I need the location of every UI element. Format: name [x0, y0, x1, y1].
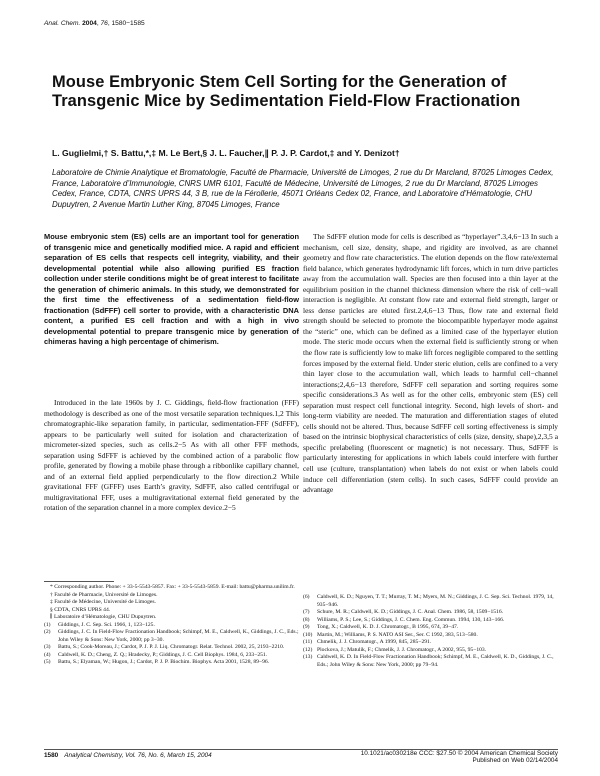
- reference-item: (13) Caldwell, K. D. In Field-Flow Fractionation Handbook; Schimpf, M. E., Caldwell, K. D., Giddings, J. C., Eds.; John Wiley & Sons: New York, 2000; pp 79−94.: [303, 654, 554, 668]
- reference-item: (12) Plockova, J.; Matulik, F.; Chmelik, J. J. Chromatogr., A 2002, 955, 95−103.: [303, 646, 487, 653]
- doi-copyright: 10.1021/ac030218e CCC: $27.50 © 2004 American Chemical Society: [360, 750, 558, 757]
- article-title: Mouse Embryonic Stem Cell Sorting for the Generation of Transgenic Mice by Sedimentation Field-Flow Fractionation: [52, 73, 521, 110]
- reference-item: (5) Battu, S.; Elyaman, W.; Hugon, J.; Cardot, P. J. P. Biochim. Biophys. Acta 2001, 1528, 89−96.: [44, 659, 270, 665]
- reference-item: (6) Caldwell, K. D.; Nguyen, T. T.; Murray, T. M.; Myers, M. N.; Giddings, J. C. Sep. Sci. Technol. 1979, 14, 935−946.: [303, 594, 554, 608]
- published-date: Published on Web 02/14/2004: [472, 757, 558, 765]
- right-column-text: [303, 232, 558, 496]
- author-list: L. Guglielmi,† S. Battu,*,‡ M. Le Bert,§ J. L. Faucher,∥ P. J. P. Cardot,‡ and Y. Denizot†: [52, 148, 400, 158]
- reference-item: (11) Chmelik, J. J. Chromatogr., A 1999, 845, 285−291.: [303, 639, 432, 645]
- footnotes-left: [44, 584, 299, 667]
- intro-paragraph: Introduced in the late 1960s by J. C. Giddings, field-flow fractionation (FFF) methodology is described as one of the most versatile separation techniques.1,2 This chromatographic-like separation family, in particular, sedimentation-FFF (SdFFF), appears to be particularly well suited for isolation and characterization of micrometer-sized species, such as cells.2−5 As with all other FFF methods, separation using SdFFF is achieved by the combined action of a parabolic flow profile, generated by flowing a mobile phase through a ribbonlike capillary channel, and of an external field applied perpendicularly to the flow direction.2 While gravitational FFF (GFFF) uses Earth’s gravity, SdFFF, also called centrifugal or multigravitational FFF, uses a multigravitational external field generated by the rotation of the separation channel in a more complex device.2−5: [44, 398, 299, 513]
- footer-citation: Analytical Chemistry, Vol. 76, No. 6, March 15, 2004: [64, 752, 212, 759]
- reference-item: (1) Giddings, J. C. Sep. Sci. 1966, 1, 123−125.: [44, 621, 155, 628]
- corresponding-author-note: * Corresponding author. Phone: + 33-5-5543-5857. Fax: + 33-5-5543-5859. E-mail: battu@pharma.unilim.fr.: [50, 584, 295, 590]
- journal-pages: 1580−1585: [111, 20, 145, 27]
- journal-reference: Anal. Chem. 2004, 76, 1580−1585: [44, 20, 145, 27]
- affiliation-note: § CDTA, CNRS UPRS 44.: [50, 606, 111, 613]
- footnotes-right: [303, 594, 558, 669]
- reference-item: (7) Schure, M. R.; Caldwell, K. D.; Giddings, J. C. Anal. Chem. 1986, 58, 1509−1516.: [303, 609, 504, 615]
- reference-item: (9) Tong, X.; Caldwell, K. D. J. Chromatogr., B 1995, 674, 39−47.: [303, 624, 459, 630]
- affiliation-note: ∥ Laboratoire d’Hématologie, CHU Dupuytren.: [50, 614, 157, 620]
- reference-item: (4) Caldwell, K. D.; Cheng, Z. Q.; Hradecky, P.; Giddings, J. C. Cell Biophys. 1984, 6, 233−251.: [44, 651, 268, 658]
- reference-item: (3) Battu, S.; Cook-Moreau, J.; Cardot, P. J. P. J. Liq. Chromatogr. Relat. Technol. 2002, 25, 2193−2210.: [44, 644, 285, 650]
- reference-item: (8) Williams, P. S.; Lee, S.; Giddings, J. C. Chem. Eng. Commun. 1994, 130, 143−166.: [303, 616, 505, 623]
- right-paragraph: The SdFFF elution mode for cells is described as “hyperlayer”.3,4,6−13 In such a mechanism, cell size, density, shape, and rigidity are involved, as are channel geometry and flow rate characteristics. The elution depends on the flow rate/external field balance, which generates hydrodynamic lift forces, which in turn drive particles away from the accumulation wall. Species are then focused into a thin layer at the equilibrium position in the channel thickness dimension where the risk of cell−wall interaction is negligible. At constant flow rate and external field strength, larger or less dense particles are eluted first.2,4,6−13 Thus, flow rate and external field strength should be selected to promote the biocompatible hyperlayer mode against the “steric” one, which can be defined as a limited case of the hyperlayer elution mode. The steric mode occurs when the external field is sufficiently strong or when the flow rate is sufficiently low to make lift forces negligible compared to the settling forces imposed by the external field. Under steric elution, cells are confined to a very thin layer close to the accumulation wall, which leads to harmful cell−channel interactions;2,4,6−13 therefore, SdFFF cell separation and sorting requires some specific considerations.3 As well as for the other cells, embryonic stem (ES) cell separation must respect cell functional integrity. Second, high levels of short- and long-term viability are needed. The maturation and differentiation stages of eluted cells should not be altered. Thus, because SdFFF cell sorting effectiveness is simply based on the intrinsic biophysical characteristics of cells (size, density, shape),2,3,5 a specific prelabeling (fluorescent or magnetic) is not necessary. Thus, SdFFF is particularly interesting for applications in which labels could interfere with further cell use (culture, transplantation) when labels do not exist or when labels could induce cell differentiation (stem cells). In such cases, SdFFF could provide an advantage: [303, 232, 558, 495]
- page-number: 1580: [44, 752, 59, 759]
- journal-volume: 76: [100, 20, 108, 27]
- abstract-text: Mouse embryonic stem (ES) cells are an important tool for generation of transgenic mice and genetically modified mice. A rapid and efficient separation of ES cells that respects cell integrity, viability, and their developmental potential while also allowing purified ES fraction collection under sterile conditions might be of great interest to facilitate the generation of chimeric animals. In this study, we demonstrated for the first time the effectiveness of a sedimentation field-flow fractionation (SdFFF) cell sorter to provide, with a characteristic DNA content, a purified ES cell fraction and with a high in vivo developmental potential to prepare transgenic mice by generation of chimeras having a high percentage of chimerism.: [44, 232, 299, 347]
- affiliation-note: † Faculté de Pharmacie, Université de Limoges.: [50, 591, 158, 598]
- footer-citation-block: [44, 752, 212, 759]
- footer-publication-info: [361, 750, 558, 765]
- reference-item: (2) Giddings, J. C. In Field-Flow Fractionation Handbook; Schimpf, M. E., Caldwell, K., Giddings, J. C., Eds.; John Wiley & Sons: New York, 2000; pp 3−30.: [44, 629, 299, 643]
- affiliations: Laboratoire de Chimie Analytique et Bromatologie, Faculté de Pharmacie, Université de Limoges, 2 rue du Dr Marcland, 87025 Limoges Cedex, France, Laboratoire d’Immunologie, CNRS UMR 6101, Faculté de Médecine, Université de Limoges, 2 rue du Dr Marcland, 87025 Limoges Cedex, France, CDTA, CNRS UPRS 44, 3 B, rue de la Férollerie, 45071 Orléans Cedex 02, France, and Laboratoire d’Hématologie, CHU Dupuytren, 2 Avenue Martin Luther King, 87045 Limoges, France: [52, 168, 554, 210]
- abstract: [44, 232, 299, 348]
- introduction: [44, 398, 299, 514]
- reference-item: (10) Martin, M.; Williams, P. S. NATO ASI Ser., Ser. C 1992, 383, 513−580.: [303, 631, 478, 638]
- footnote-rule: [44, 581, 114, 582]
- journal-name: Anal. Chem.: [44, 20, 81, 27]
- affiliation-note: ‡ Faculté de Médecine, Université de Limoges.: [50, 599, 156, 605]
- journal-year: 2004: [82, 20, 97, 27]
